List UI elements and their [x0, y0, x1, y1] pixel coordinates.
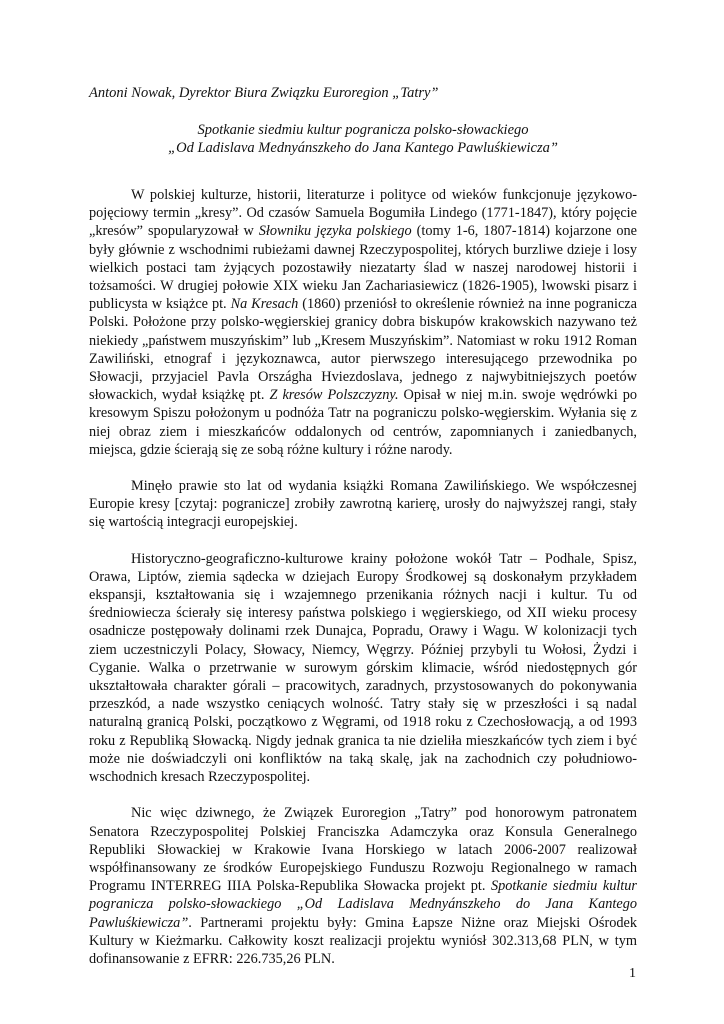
document-body	[89, 186, 637, 986]
paragraph-4	[89, 804, 637, 968]
text-segment: Opisał w niej m.in. swoje wędrówki po kresowym Spiszu położonym u podnóża Tatr na pograniczu polsko-węgierskim. Wyłania się z niej obraz ziem i mieszkańców oddalonych od centrów, zapomnianych i zaniedbanych, miejsca, gdzie ścierają się ze sobą różne kultury i różne narody.	[89, 387, 637, 458]
paragraph-2	[89, 477, 637, 532]
italic-title: Spotkanie siedmiu kultur pogranicza polsko-słowackiego „Od Ladislava Mednyánszkeho do Jana Kantego Pawluśkiewicza”	[89, 878, 637, 931]
text-segment: . Partnerami projektu były: Gmina Łapsze Niżne oraz Miejski Ośrodek Kultury w Kieżmarku. Całkowity koszt realizacji projektu wyniósł 302.313,68 PLN, w tym dofinansowanie z EFRR: 226.735,26 PLN.	[89, 914, 637, 967]
document-title	[89, 121, 637, 157]
text-segment: (1860) przeniósł to określenie również na inne pogranicza Polski. Położone przy polsko-węgierskiej granicy dobra biskupów krakowskich nazywano też niekiedy „państwem muszyńskim” lub „Kresem Muszyńskim”. Natomiast w roku 1912 Roman Zawiliński, etnograf i językoznawca, autor pierwszego interesującego przewodnika po Słowacji, przyjaciel Pavla Országha Hviezdoslava, jednego z najwybitniejszych poetów słowackich, wydał książkę pt.	[89, 296, 637, 404]
title-line-2: „Od Ladislava Mednyánszkeho do Jana Kantego Pawluśkiewicza”	[168, 140, 558, 156]
title-line-1: Spotkanie siedmiu kultur pogranicza polsko-słowackiego	[197, 122, 529, 138]
paragraph-3	[89, 550, 637, 787]
text-segment: (tomy 1-6, 1807-1814) kojarzone one były głównie z wschodnimi rubieżami dawnej Rzeczypospolitej, których burzliwe dzieje i losy wielkich postaci tam żyjących pozostawiły niezatarty ślad w naszej narodowej historii i tożsamości. W drugiej połowie XIX wieku Jan Zachariasiewicz (1826-1905), lwowski pisarz i publicysta w książce pt.	[89, 223, 637, 313]
paragraph-1	[89, 186, 637, 459]
text-segment: Nic więc dziwnego, że Związek Euroregion „Tatry” pod honorowym patronatem Senatora Rzeczypospolitej Polskiej Franciszka Adamczyka oraz Konsula Generalnego Republiki Słowackiej w Krakowie Ivana Horskiego w latach 2006-2007 realizował współfinansowany ze środków Europejskiego Funduszu Rozwoju Regionalnego w ramach Programu INTERREG IIIA Polska-Republika Słowacka projekt pt.	[89, 805, 637, 895]
text-segment: W polskiej kulturze, historii, literaturze i polityce od wieków funkcjonuje językowo-pojęciowy termin „kresy”. Od czasów Samuela Bogumiła Lindego (1771-1847), który pojęcie „kresów” spopularyzował w	[89, 187, 637, 240]
text-segment: Minęło prawie sto lat od wydania książki Romana Zawilińskiego. We współczesnej Europie kresy [czytaj: pogranicze] zrobiły zawrotną karierę, urosły do najwyższej rangi, stały się wartością integracji europejskiej.	[89, 478, 637, 531]
author-line: Antoni Nowak, Dyrektor Biura Związku Euroregion „Tatry”	[89, 85, 439, 101]
italic-title: Z kresów Polszczyzny.	[269, 387, 399, 404]
italic-title: Na Kresach	[230, 296, 299, 313]
italic-title: Słowniku języka polskiego	[258, 223, 412, 240]
page-number: 1	[629, 966, 636, 981]
text-segment: Historyczno-geograficzno-kulturowe krainy położone wokół Tatr – Podhale, Spisz, Orawa, Liptów, ziemia sądecka w dziejach Europy Środkowej są doskonałym przykładem ekspansji, kształtowania się i wzajemnego przenikania różnych nacji i kultur. Tu od średniowiecza ścierały się interesy państwa polskiego i węgierskiego, od XII wieku procesy osadnicze postępowały dolinami rzek Dunajca, Popradu, Orawy i Wagu. W kolonizacji tych ziem uczestniczyli Polacy, Słowacy, Niemcy, Węgrzy. Później przybyli tu Wołosi, Żydzi i Cyganie. Walka o przetrwanie w surowym górskim klimacie, wśród niedostępnych gór ukształtowała charakter górali – pracowitych, zaradnych, przystosowanych do pokonywania przeszkód, a nade wszystko ceniących wolność. Tatry stały się w przeszłości i są nadal naturalną granicą Polski, początkowo z Węgrami, od 1918 roku z Czechosłowacją, a od 1993 roku z Republiką Słowacką. Nigdy jednak granica ta nie dzieliła mieszkańców tych ziem i być może nie doświadczyli oni konfliktów na taką skalę, jak na zachodnich czy południowo-wschodnich kresach Rzeczypospolitej.	[89, 550, 637, 786]
